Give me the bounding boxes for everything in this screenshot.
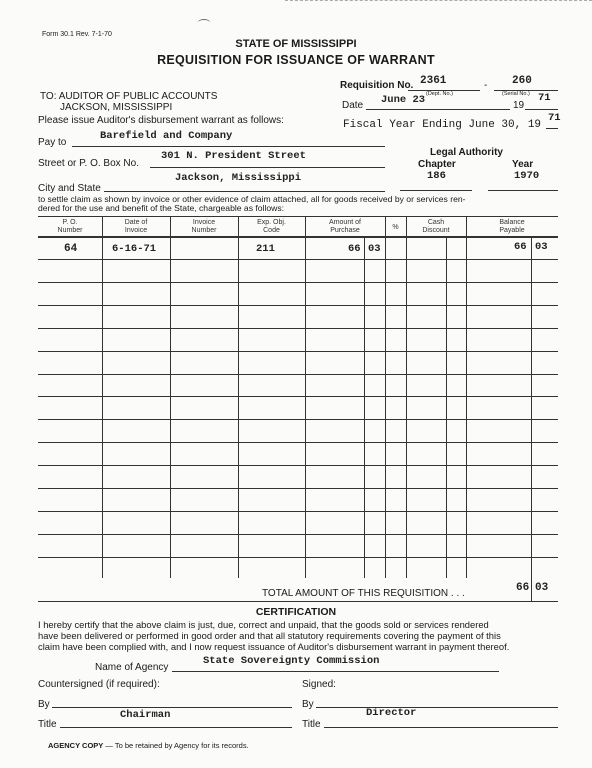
certification-title: CERTIFICATION: [255, 606, 337, 618]
right-by-label: By: [302, 699, 314, 710]
agency-label: Name of Agency: [95, 662, 169, 673]
col-divider-9: [466, 216, 467, 578]
cell-po[interactable]: 64: [64, 243, 78, 255]
total-dollars[interactable]: 66: [516, 582, 530, 594]
header-invoice: Invoice Number: [191, 219, 217, 234]
table-row: [38, 465, 558, 466]
table-row: [38, 511, 558, 512]
table-row: [38, 282, 558, 283]
table-row: [38, 557, 558, 558]
street-value[interactable]: 301 N. President Street: [161, 150, 306, 162]
agency-line: [172, 671, 499, 672]
fiscal-year-line: [546, 128, 558, 129]
cell-amount-dollars[interactable]: 66: [348, 243, 361, 255]
cell-balance-cents[interactable]: 03: [535, 241, 548, 253]
date-label: Date: [342, 100, 364, 111]
year-label: Year: [512, 159, 534, 170]
header-date: Date of Invoice: [124, 219, 148, 234]
countersigned-label: Countersigned (if required):: [38, 679, 160, 690]
header-po: P. O. Number: [57, 219, 83, 234]
total-rule: [38, 601, 558, 602]
chapter-label: Chapter: [418, 159, 456, 170]
cell-amount-cents[interactable]: 03: [368, 243, 381, 255]
city-line: [104, 191, 385, 192]
left-title-line: [60, 727, 292, 728]
dept-number[interactable]: 2361: [420, 75, 447, 87]
col-divider-7: [406, 216, 407, 578]
footer-note: [48, 741, 249, 750]
table-top-rule: [38, 216, 558, 217]
addressee-line2: JACKSON, MISSISSIPPI: [60, 102, 173, 113]
left-title-label: Title: [38, 719, 57, 730]
certification-line2: have been delivered or performed in good order and that all statutory requirements covering the payment of this: [38, 630, 501, 641]
header-cash-discount: Cash Discount: [422, 219, 450, 234]
year-value[interactable]: 1970: [514, 170, 540, 182]
total-cents[interactable]: 03: [535, 582, 549, 594]
requisition-dash: -: [484, 80, 488, 91]
cell-balance-dollars[interactable]: 66: [514, 241, 527, 253]
left-by-label: By: [38, 699, 50, 710]
serial-caption: (Serial No.): [502, 91, 530, 97]
header-exp-obj: Exp. Obj. Code: [257, 219, 286, 234]
certification-line1: I hereby certify that the above claim is just, due, correct and unpaid, that the goods sold or services rendered: [38, 619, 489, 630]
right-title-label: Title: [302, 719, 321, 730]
col-divider-5: [364, 236, 365, 578]
table-row: [38, 328, 558, 329]
cell-exp-obj[interactable]: 211: [256, 243, 275, 255]
right-title-line: [324, 727, 558, 728]
legal-authority-title: Legal Authority: [430, 147, 503, 158]
total-label: TOTAL AMOUNT OF THIS REQUISITION . . .: [262, 588, 465, 599]
date-year-value[interactable]: 71: [538, 92, 551, 104]
date-year-line: [525, 109, 558, 110]
certification-line3: claim have been complied with, and I now request issuance of Auditor's disbursement warrant in payment thereof.: [38, 641, 510, 652]
table-row: [38, 419, 558, 420]
left-title-value[interactable]: Chairman: [120, 709, 171, 721]
footer-agency-copy: AGENCY COPY: [48, 741, 104, 750]
date-value[interactable]: June 23: [381, 94, 426, 106]
settle-text-line2: dered for the use and benefit of the State, chargeable as follows:: [38, 203, 285, 213]
year-line: [488, 190, 558, 191]
page-title: REQUISITION FOR ISSUANCE OF WARRANT: [157, 53, 435, 67]
street-line: [150, 167, 385, 168]
fiscal-year-value[interactable]: 71: [548, 112, 561, 124]
agency-value[interactable]: State Sovereignty Commission: [203, 655, 380, 667]
form-number: Form 30.1 Rev. 7-1-70: [42, 31, 112, 38]
chapter-value[interactable]: 186: [427, 170, 446, 182]
pay-to-value[interactable]: Barefield and Company: [100, 130, 233, 142]
street-label: Street or P. O. Box No.: [38, 158, 139, 169]
pay-to-line: [72, 146, 385, 147]
table-row: [38, 374, 558, 375]
col-divider-4: [305, 216, 306, 578]
col-divider-3: [238, 216, 239, 578]
addressee-line1: TO: AUDITOR OF PUBLIC ACCOUNTS: [40, 91, 218, 102]
table-row: [38, 259, 558, 260]
top-edge-dots: [285, 0, 592, 4]
settle-text-line1: to settle claim as shown by invoice or other evidence of claim attached, all for goods received by or services ren-: [38, 194, 466, 204]
city-value[interactable]: Jackson, Mississippi: [175, 172, 302, 184]
table-row: [38, 396, 558, 397]
date-line: [366, 109, 510, 110]
instruction-text: Please issue Auditor's disbursement warrant as follows:: [38, 115, 284, 126]
signed-label: Signed:: [302, 679, 336, 690]
dept-caption: (Dept. No.): [426, 91, 453, 97]
header-percent: %: [392, 224, 399, 231]
pencil-mark-icon: [198, 19, 210, 26]
table-header-rule: [38, 236, 558, 238]
cell-date[interactable]: 6-16-71: [112, 243, 157, 255]
state-heading: STATE OF MISSISSIPPI: [235, 38, 357, 50]
col-divider-2: [170, 216, 171, 578]
table-row: [38, 442, 558, 443]
footer-retain-text: — To be retained by Agency for its records.: [103, 741, 249, 750]
left-by-line: [52, 707, 292, 708]
table-row: [38, 488, 558, 489]
col-divider-8: [446, 236, 447, 578]
right-by-line: [316, 707, 558, 708]
table-row: [38, 351, 558, 352]
table-row: [38, 534, 558, 535]
chapter-line: [400, 190, 472, 191]
header-balance: Balance Payable: [499, 219, 525, 234]
requisition-label: Requisition No.: [340, 80, 414, 91]
col-divider-6: [385, 216, 386, 578]
fiscal-year-label: Fiscal Year Ending June 30, 19: [343, 119, 542, 131]
date-year-prefix: 19: [513, 100, 525, 111]
header-amount: Amount of Purchase: [329, 219, 361, 234]
table-row: [38, 305, 558, 306]
serial-number[interactable]: 260: [512, 75, 532, 87]
col-divider-1: [102, 216, 103, 578]
right-title-value[interactable]: Director: [366, 707, 417, 719]
city-label: City and State: [38, 183, 101, 194]
pay-to-label: Pay to: [38, 137, 67, 148]
